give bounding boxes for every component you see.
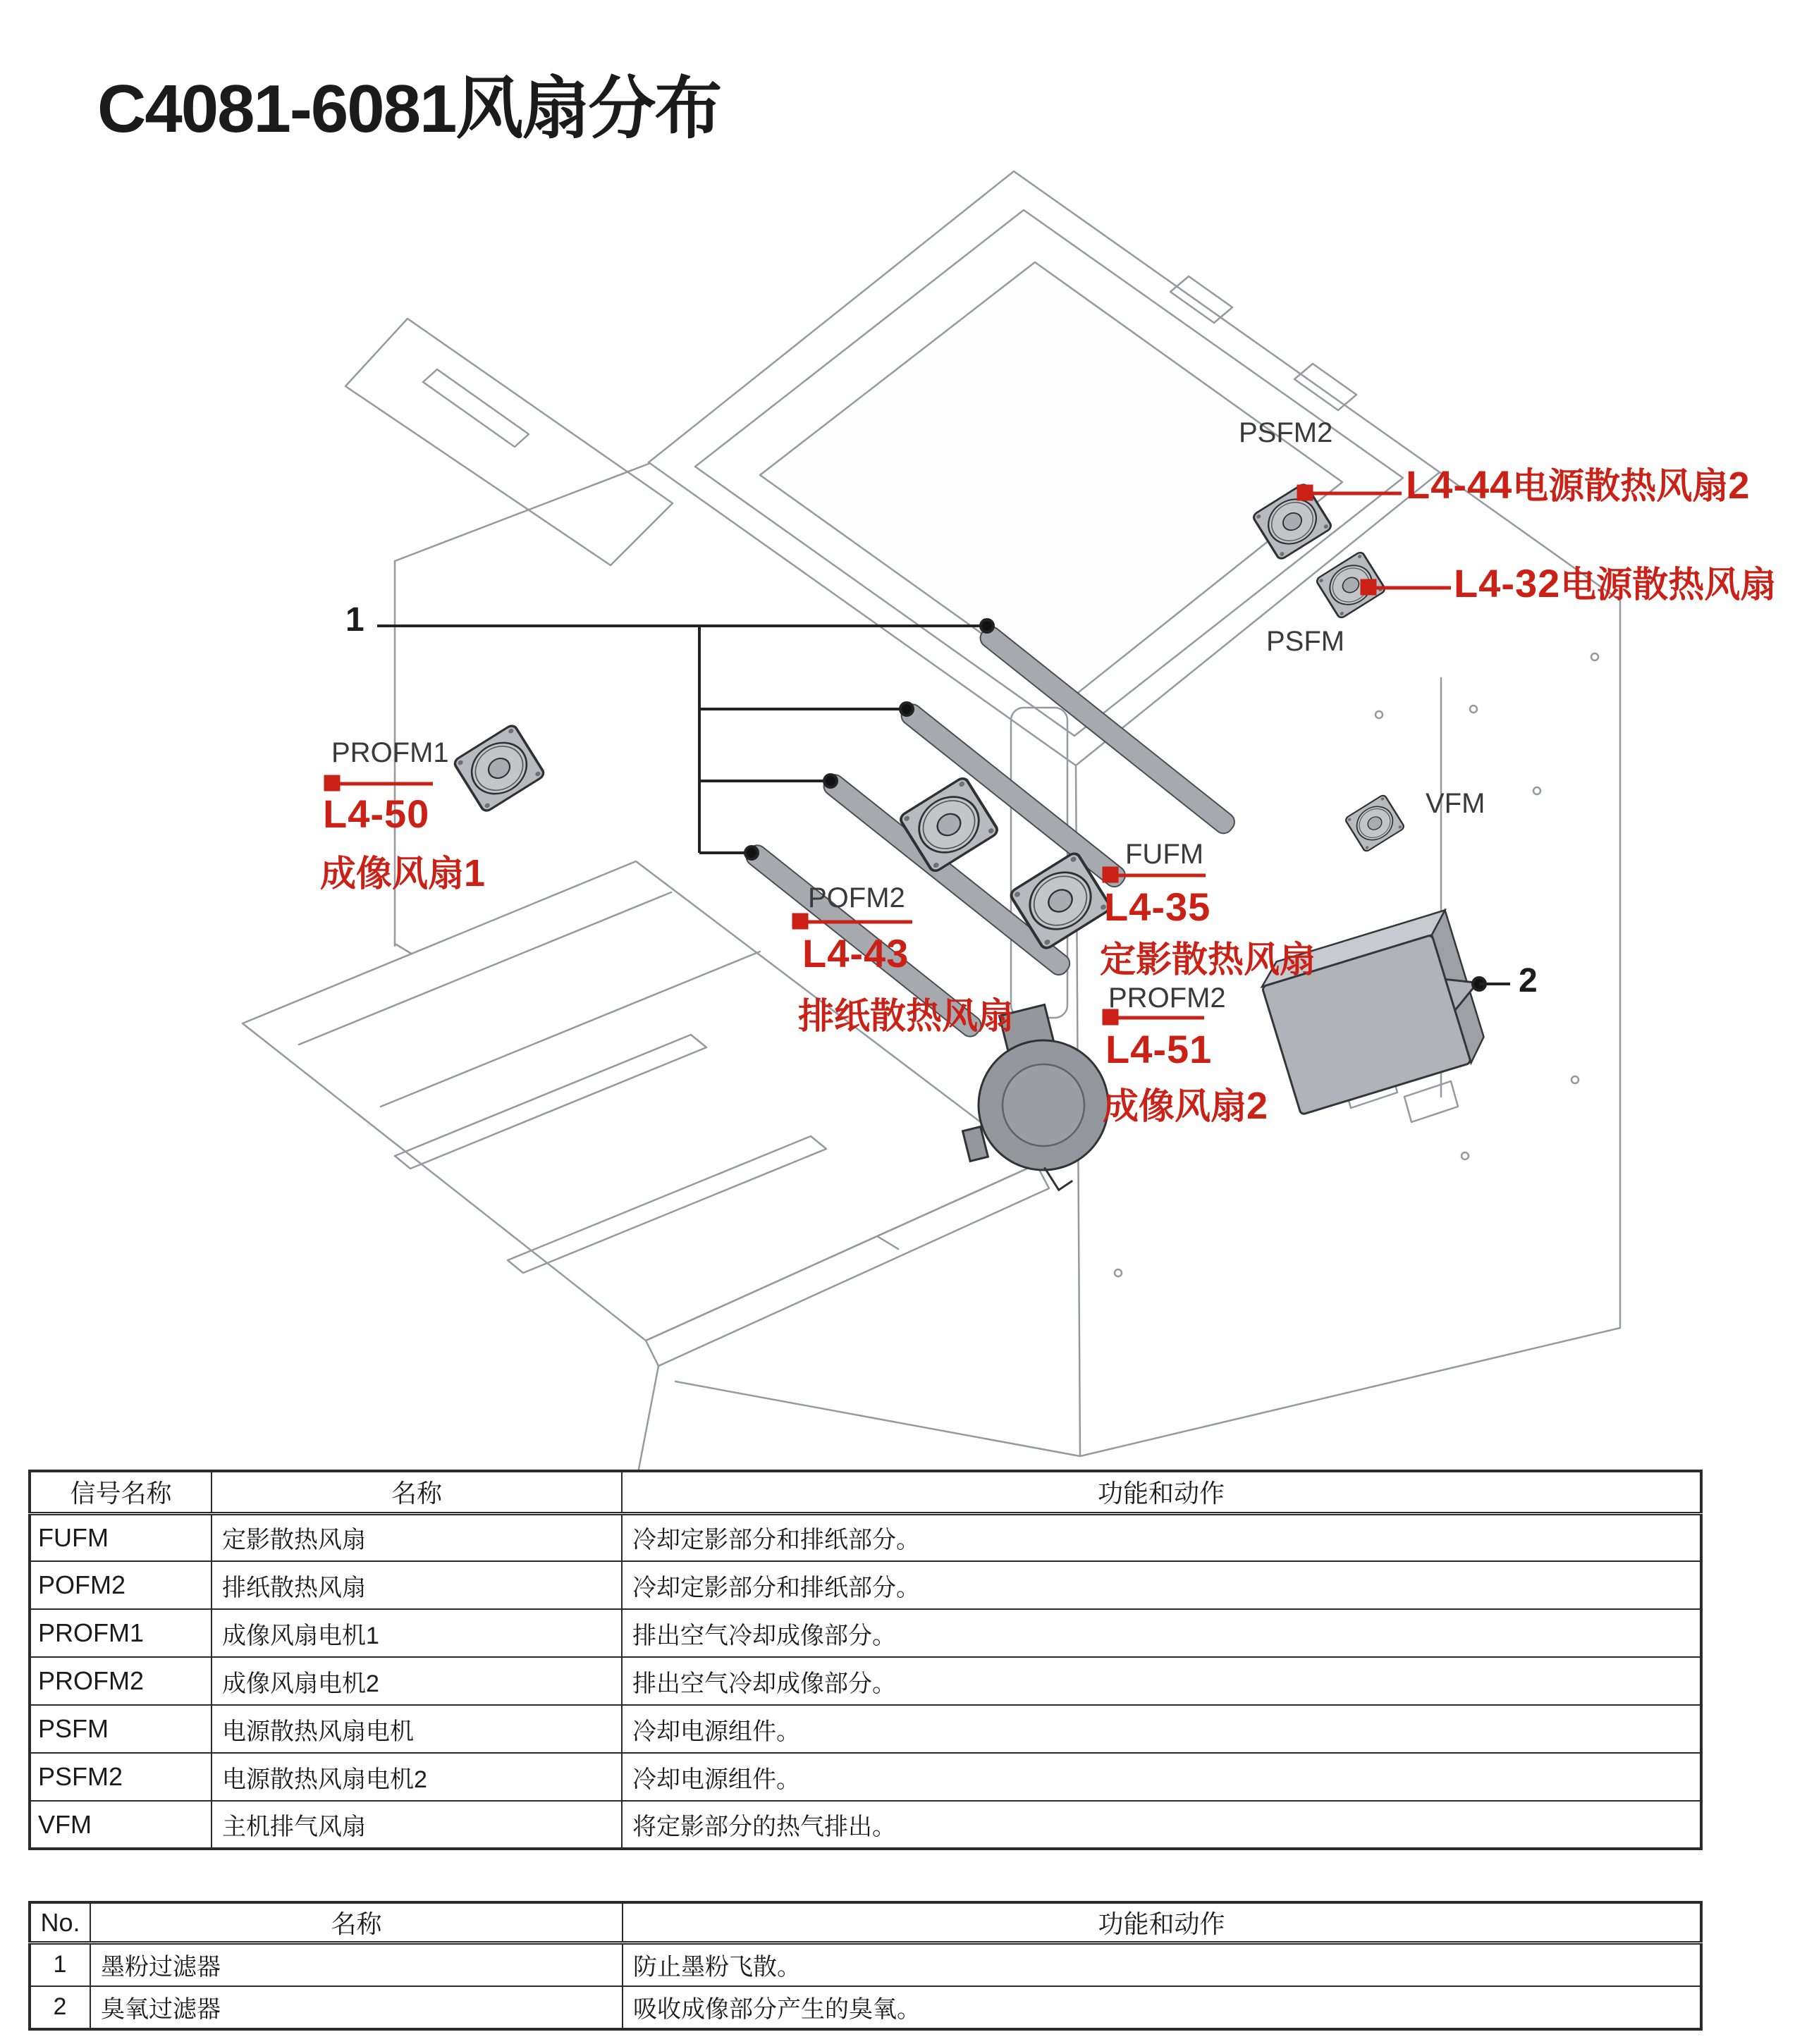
annotation-l4-50-name	[320, 844, 485, 897]
label-psfm2: PSFM2	[1239, 417, 1333, 448]
callout-number-2: 2	[1519, 962, 1538, 999]
cell-name: 排纸散热风扇	[212, 1561, 622, 1609]
col-header-signal: 信号名称	[30, 1471, 212, 1513]
col-header-function: 功能和动作	[622, 1471, 1701, 1513]
table-header-row	[30, 1471, 1701, 1513]
fan-signal-table	[28, 1470, 1703, 1850]
cell-signal: POFM2	[30, 1561, 212, 1609]
callout-number-1: 1	[345, 601, 364, 639]
cell-signal: VFM	[30, 1801, 212, 1849]
table-row	[30, 1561, 1701, 1609]
annotation-l4-43: L4-43	[802, 931, 909, 975]
cell-no: 1	[30, 1943, 90, 1986]
cell-signal: PSFM2	[30, 1753, 212, 1801]
col-header-no: No.	[30, 1902, 90, 1943]
page-title: C4081-6081风扇分布	[97, 71, 721, 147]
annotation-l4-32	[1454, 555, 1776, 608]
cell-signal: PROFM2	[30, 1657, 212, 1705]
cell-name: 定影散热风扇	[212, 1513, 622, 1561]
filter-table	[28, 1901, 1703, 2031]
cell-signal: PROFM1	[30, 1609, 212, 1657]
annotation-l4-35-name	[1100, 930, 1316, 983]
label-profm2: PROFM2	[1108, 983, 1226, 1014]
annotation-code: L4-32	[1454, 561, 1561, 605]
table-row	[30, 1753, 1701, 1801]
label-fufm: FUFM	[1125, 839, 1204, 870]
cell-function: 冷却电源组件。	[622, 1705, 1701, 1753]
annotation-l4-43-name	[798, 987, 1014, 1039]
cell-signal: FUFM	[30, 1513, 212, 1561]
callout-2-leader-line	[1473, 978, 1510, 990]
table-row	[30, 1705, 1701, 1753]
cell-function: 防止墨粉飞散。	[623, 1943, 1701, 1986]
cell-function: 冷却定影部分和排纸部分。	[622, 1513, 1701, 1561]
annotation-suffix: 1	[464, 852, 486, 894]
col-header-name: 名称	[90, 1902, 623, 1943]
annotation-text: 电源散热风扇	[1512, 467, 1729, 507]
label-vfm: VFM	[1426, 788, 1485, 819]
annotation-l4-51: L4-51	[1105, 1027, 1213, 1071]
cell-function: 冷却电源组件。	[622, 1753, 1701, 1801]
annotation-l4-50: L4-50	[323, 792, 430, 836]
table-row	[30, 1609, 1701, 1657]
cell-function: 冷却定影部分和排纸部分。	[622, 1561, 1701, 1609]
annotation-suffix: 2	[1728, 464, 1750, 507]
annotation-text: 电源散热风扇	[1560, 566, 1777, 605]
table-row	[30, 1513, 1701, 1561]
cell-name: 成像风扇电机1	[212, 1609, 622, 1657]
profm1-fan-icon	[453, 724, 545, 813]
cell-no: 2	[30, 1986, 90, 2029]
table-row	[30, 1657, 1701, 1705]
cell-name: 电源散热风扇电机2	[212, 1753, 622, 1801]
cell-name: 主机排气风扇	[212, 1801, 622, 1849]
cell-name: 电源散热风扇电机	[212, 1705, 622, 1753]
table-row	[30, 1943, 1701, 1986]
annotation-text: 定影散热风扇	[1100, 941, 1316, 980]
annotation-text: 成像风扇	[320, 855, 465, 894]
cell-function: 排出空气冷却成像部分。	[622, 1609, 1701, 1657]
annotation-text: 排纸散热风扇	[798, 997, 1015, 1037]
annotation-l4-51-name	[1103, 1077, 1268, 1129]
annotation-suffix: 2	[1246, 1085, 1268, 1127]
annotation-code: L4-44	[1406, 462, 1513, 507]
vfm-fan-icon	[1344, 794, 1405, 853]
table-row	[30, 1801, 1701, 1849]
table-header-row	[30, 1902, 1701, 1943]
cell-name: 成像风扇电机2	[212, 1657, 622, 1705]
col-header-name: 名称	[212, 1471, 622, 1513]
label-psfm: PSFM	[1266, 626, 1345, 657]
cell-name: 臭氧过滤器	[90, 1986, 623, 2029]
label-pofm2: POFM2	[808, 882, 905, 913]
annotation-l4-44	[1406, 457, 1749, 509]
col-header-function: 功能和动作	[623, 1902, 1701, 1943]
cell-function: 排出空气冷却成像部分。	[622, 1657, 1701, 1705]
cell-signal: PSFM	[30, 1705, 212, 1753]
cell-name: 墨粉过滤器	[90, 1943, 623, 1986]
table-row	[30, 1986, 1701, 2029]
cell-function: 将定影部分的热气排出。	[622, 1801, 1701, 1849]
annotation-l4-35: L4-35	[1104, 885, 1211, 929]
annotation-text: 成像风扇	[1103, 1088, 1247, 1127]
label-profm1: PROFM1	[331, 737, 449, 768]
cell-function: 吸收成像部分产生的臭氧。	[623, 1986, 1701, 2029]
